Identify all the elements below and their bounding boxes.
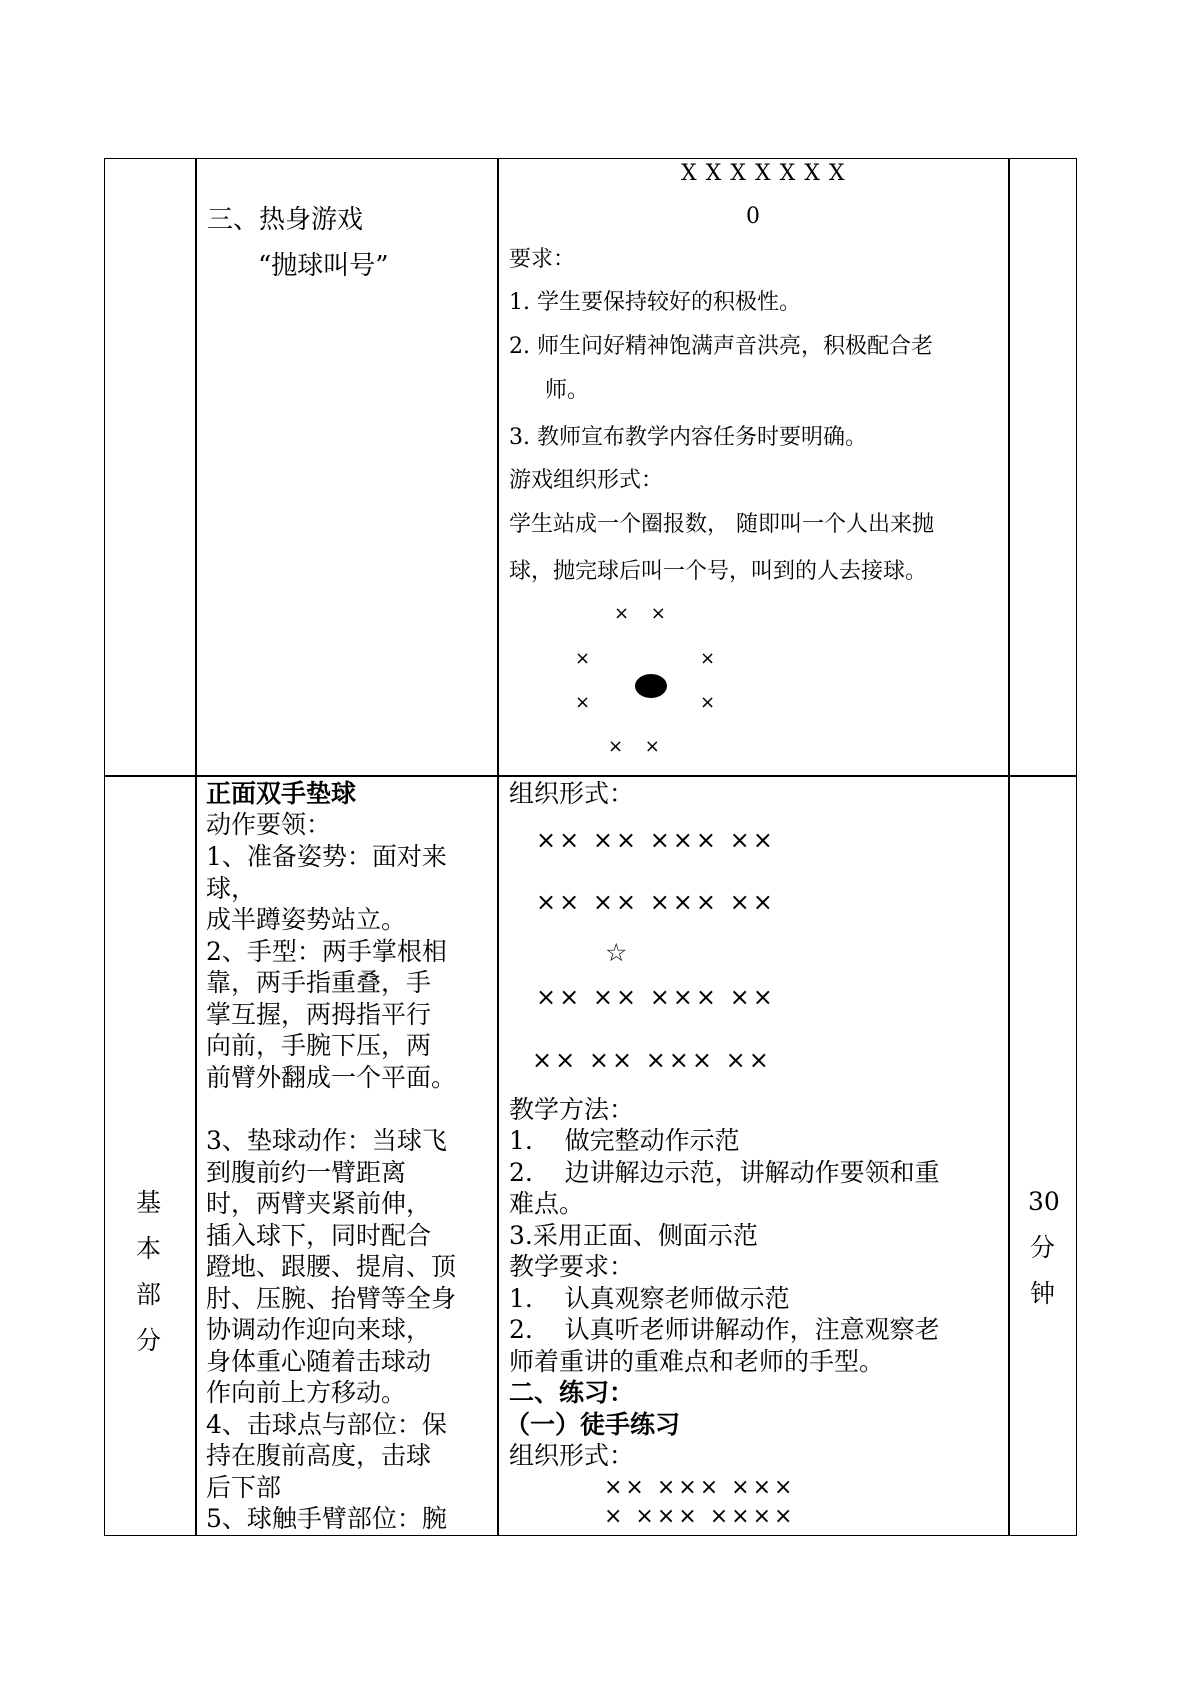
content-line: 3、垫球动作：当球飞 [206, 1126, 447, 1155]
content-line: 持在腹前高度，击球 [206, 1441, 432, 1470]
formation-row: ×× ×× ××× ×× [532, 1046, 772, 1074]
warmup-heading: 三、热身游戏 [207, 205, 364, 235]
teaching-method-item: 1. 做完整动作示范 [509, 1126, 740, 1155]
requirement-item: 1. 学生要保持较好的积极性。 [509, 290, 801, 315]
formation-row: ×× ×× ××× ×× [536, 983, 776, 1011]
section-label-char: 分 [136, 1326, 162, 1355]
content-line: 1、准备姿势：面对来 [206, 842, 447, 871]
practice-subheading: （一）徒手练习 [505, 1410, 681, 1439]
column-divider [1008, 158, 1010, 1536]
column-divider [195, 158, 197, 1536]
time-unit-char: 分 [1030, 1233, 1056, 1262]
content-line: 向前，手腕下压，两 [206, 1031, 432, 1060]
content-line: 4、击球点与部位：保 [206, 1410, 447, 1439]
practice-org-label: 组织形式： [509, 1441, 635, 1470]
content-line: 靠，两手指重叠，手 [206, 968, 432, 997]
player-marks: × × [608, 736, 668, 757]
row-divider [104, 775, 1077, 777]
requirement-item: 师。 [545, 378, 590, 403]
requirement-item: 2. 师生问好精神饱满声音洪亮，积极配合老 [509, 334, 933, 359]
organization-label: 游戏组织形式： [509, 468, 664, 493]
teaching-method-item: 难点。 [509, 1189, 585, 1218]
content-line: 作向前上方移动。 [206, 1378, 407, 1407]
content-line: 前臂外翻成一个平面。 [206, 1063, 457, 1092]
player-mark: × [700, 692, 716, 713]
practice-heading: 二、练习： [509, 1378, 635, 1407]
content-line: 动作要领： [206, 810, 332, 839]
section-label-char: 部 [136, 1280, 162, 1309]
teaching-method-label: 教学方法： [509, 1095, 635, 1124]
content-line: 球， [206, 874, 257, 903]
content-line: 蹬地、跟腰、提肩、顶 [206, 1252, 457, 1281]
teaching-req-item: 1. 认真观察老师做示范 [509, 1284, 790, 1313]
formation-row: X X X X X X X [681, 161, 846, 186]
column-divider [497, 158, 499, 1536]
content-line: 肘、压腕、抬臂等全身 [206, 1284, 457, 1313]
teaching-method-item: 3.采用正面、侧面示范 [509, 1221, 758, 1250]
teaching-req-item: 师着重讲的重难点和老师的手型。 [509, 1347, 885, 1376]
content-line: 5、球触手臂部位：腕 [206, 1504, 447, 1533]
content-line: 插入球下，同时配合 [206, 1221, 432, 1250]
player-mark: × [700, 648, 716, 669]
content-line: 时，两臂夹紧前伸， [206, 1189, 432, 1218]
content-line: 掌互握，两拇指平行 [206, 1000, 432, 1029]
time-value: 30 [1028, 1187, 1060, 1216]
practice-row: ×× ××× ××× [604, 1475, 796, 1500]
content-line: 后下部 [206, 1473, 282, 1502]
organization-text: 球，抛完球后叫一个号，叫到的人去接球。 [509, 559, 928, 584]
teaching-method-item: 2. 边讲解边示范，讲解动作要领和重 [509, 1158, 940, 1187]
requirements-label: 要求： [509, 247, 576, 272]
content-line: 2、手型：两手掌根相 [206, 937, 447, 966]
teacher-mark: 0 [746, 204, 760, 229]
ball-icon [635, 674, 667, 698]
game-name: “抛球叫号” [258, 251, 389, 281]
player-mark: × [575, 648, 591, 669]
player-mark: × [575, 692, 591, 713]
content-line: 到腹前约一臂距离 [206, 1158, 407, 1187]
content-line: 身体重心随着击球动 [206, 1347, 432, 1376]
teaching-req-item: 2. 认真听老师讲解动作，注意观察老 [509, 1315, 940, 1344]
content-line: 成半蹲姿势站立。 [206, 905, 407, 934]
formation-row: ×× ×× ××× ×× [536, 826, 776, 854]
teacher-star-icon: ☆ [605, 938, 628, 967]
skill-title: 正面双手垫球 [206, 779, 357, 808]
practice-row: × ××× ×××× [604, 1504, 796, 1529]
section-label-char: 本 [136, 1234, 162, 1263]
requirement-item: 3. 教师宣布教学内容任务时要明确。 [509, 425, 867, 450]
player-marks: × × [614, 603, 674, 624]
organization-label: 组织形式： [509, 779, 635, 808]
content-line: 协调动作迎向来球， [206, 1315, 432, 1344]
time-unit-char: 钟 [1030, 1279, 1056, 1308]
teaching-req-label: 教学要求： [509, 1252, 635, 1281]
formation-row: ×× ×× ××× ×× [536, 888, 776, 916]
organization-text: 学生站成一个圈报数， 随即叫一个人出来抛 [509, 512, 934, 537]
section-label-char: 基 [136, 1188, 162, 1217]
